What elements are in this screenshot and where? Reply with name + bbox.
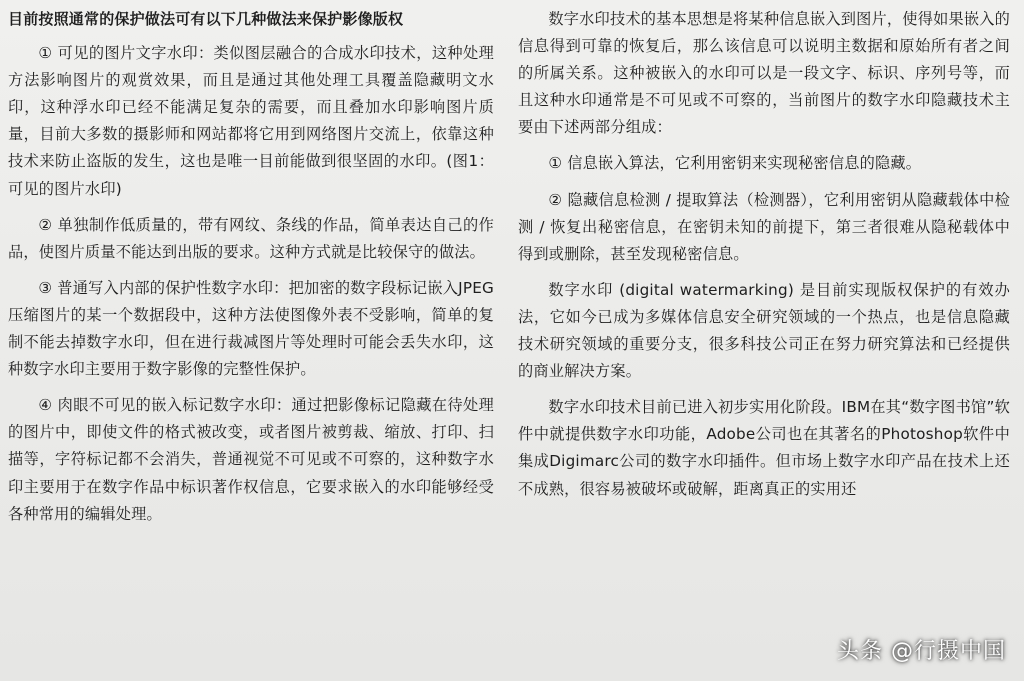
paragraph-practical-stage: 数字水印技术目前已进入初步实用化阶段。IBM在其“数字图书馆”软件中就提供数字水印功能，Adobe公司也在其著名的Photoshop软件中集成Digimarc公司的数字水印插件。但市场上数字水印产品在技术上还不成熟，很容易被破坏或破解，距离真正的实用还 xyxy=(518,398,1010,498)
paragraph-detection-algorithm: ② 隐藏信息检测 / 提取算法（检测器），它利用密钥从隐藏载体中检测 / 恢复出秘密信息，在密钥未知的前提下，第三者很难从隐秘载体中得到或删除，甚至发现秘密信息。 xyxy=(518,190,1010,263)
paragraph-internal-watermark: ③ 普通写入内部的保护性数字水印：把加密的数字段标记嵌入JPEG压缩图片的某一个数据段中，这种方法使图像外表不受影响，简单的复制不能去掉数字水印，但在进行裁减图片等处理时可能会丢失水印，这种数字水印主要用于数字影像的完整性保护。 xyxy=(8,278,494,379)
left-text-column xyxy=(8,6,494,537)
paragraph-basic-idea: 数字水印技术的基本思想是将某种信息嵌入到图片，使得如果嵌入的信息得到可靠的恢复后，那么该信息可以说明主数据和原始所有者之间的所属关系。这种被嵌入的水印可以是一段文字、标识、序列号等，而且这种水印通常是不可见或不可察的，当前图片的数字水印隐藏技术主要由下述两部分组成： xyxy=(518,10,1011,137)
paragraph-low-quality-work: ② 单独制作低质量的，带有网纹、条线的作品，简单表达自己的作品，使图片质量不能达到出版的要求。这种方式就是比较保守的做法。 xyxy=(8,215,494,261)
paragraph-embed-algorithm: ① 信息嵌入算法，它利用密钥来实现秘密信息的隐藏。 xyxy=(548,154,922,173)
section-heading: 目前按照通常的保护做法可有以下几种做法来保护影像版权 xyxy=(8,10,404,28)
paragraph-visible-watermark: ① 可见的图片文字水印：类似图层融合的合成水印技术，这种处理方法影响图片的观赏效果，而且是通过其他处理工具覆盖隐藏明文水印，这种浮水印已经不能满足复杂的需要，而且叠加水印影响图片质量，目前大多数的摄影师和网站都将它用到网络图片交流上，依靠这种技术来防止盗版的发生，这也是唯一目前能做到很坚固的水印。(图1：可见的图片水印) xyxy=(8,44,494,198)
paragraph-invisible-watermark: ④ 肉眼不可见的嵌入标记数字水印：通过把影像标记隐藏在待处理的图片中，即使文件的格式被改变，或者图片被剪裁、缩放、打印、扫描等，字符标记都不会消失，普通视觉不可见或不可察的，这种数字水印主要用于在数字作品中标识著作权信息，它要求嵌入的水印能够经受各种常用的编辑处理。 xyxy=(8,396,494,523)
paragraph-digital-watermarking: 数字水印 (digital watermarking) 是目前实现版权保护的有效办法，它如今已成为多媒体信息安全研究领域的一个热点，也是信息隐藏技术研究领域的重要分支，很多科技公司正在努力研究算法和已经提供的商业解决方案。 xyxy=(518,280,1010,381)
source-watermark: 头条 @行摄中国 xyxy=(837,639,1006,664)
right-text-column xyxy=(518,6,1010,512)
